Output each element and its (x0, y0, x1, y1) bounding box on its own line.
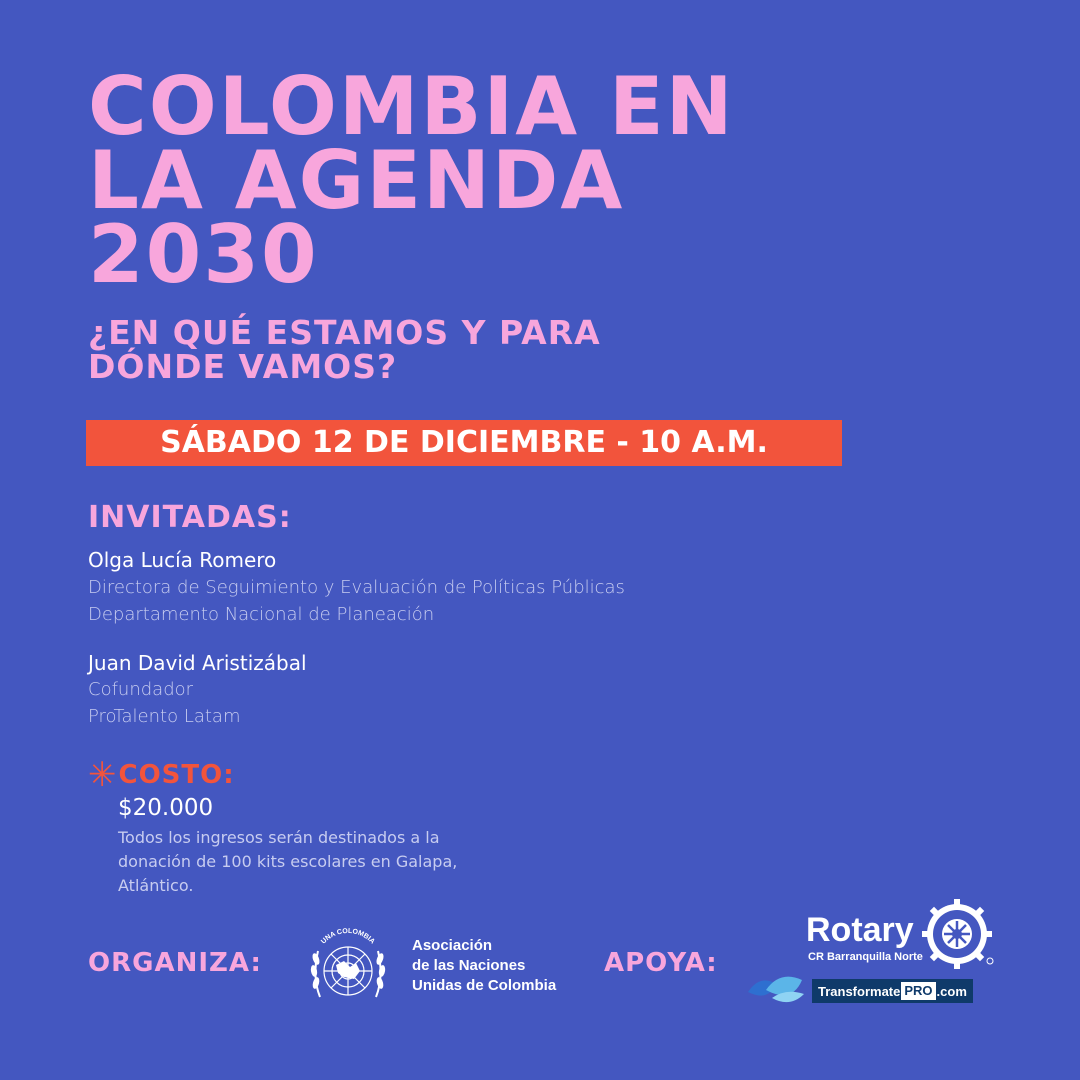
title-line-1: COLOMBIA EN (88, 60, 735, 153)
transformate-logo (812, 979, 973, 1003)
event-title (88, 60, 735, 301)
date-banner: SÁBADO 12 DE DICIEMBRE - 10 A.M. (86, 420, 842, 466)
org-name (412, 936, 556, 996)
cost-note-line-2: donación de 100 kits escolares en Galapa, (118, 852, 458, 871)
guest-2-role: Cofundador (88, 679, 194, 700)
rotary-logo-text: Rotary (806, 911, 914, 949)
asterisk-icon: ✳ (88, 755, 117, 795)
cost-note (118, 826, 598, 898)
org-name-line-1: Asociación (412, 937, 493, 954)
cost-label: COSTO: (118, 760, 235, 790)
cost-value: $20.000 (118, 795, 214, 821)
transformate-suffix: .com (936, 983, 967, 999)
event-subtitle (88, 313, 601, 386)
guest-1-name: Olga Lucía Romero (88, 548, 277, 572)
transformate-leaf-icon (746, 970, 808, 1008)
title-line-2: LA AGENDA (88, 134, 625, 227)
apoya-label: APOYA: (604, 948, 718, 978)
guest-2-name: Juan David Aristizábal (88, 651, 307, 675)
cost-note-line-1: Todos los ingresos serán destinados a la (118, 828, 440, 847)
org-name-line-3: Unidas de Colombia (412, 977, 557, 994)
cost-heading (88, 755, 235, 795)
guest-1-role: Directora de Seguimiento y Evaluación de Políticas Públicas (88, 577, 625, 598)
subtitle-line-2: DÓNDE VAMOS? (88, 347, 398, 386)
guests-label: INVITADAS: (88, 500, 292, 535)
org-name-line-2: de las Naciones (412, 957, 526, 974)
un-emblem-icon (298, 917, 398, 1017)
rotary-club-name: CR Barranquilla Norte (808, 951, 923, 963)
un-emblem-text: UNA COLOMBIA (320, 927, 376, 946)
guest-2-org: ProTalento Latam (88, 706, 241, 727)
organiza-label: ORGANIZA: (88, 948, 262, 978)
transformate-prefix: Transformate (818, 983, 901, 999)
rotary-wheel-icon (920, 897, 994, 971)
transformate-pro: PRO (901, 982, 935, 1000)
cost-note-line-3: Atlántico. (118, 876, 194, 895)
title-line-3: 2030 (88, 208, 319, 301)
subtitle-line-1: ¿EN QUÉ ESTAMOS Y PARA (88, 313, 601, 352)
guest-1-org: Departamento Nacional de Planeación (88, 604, 435, 625)
